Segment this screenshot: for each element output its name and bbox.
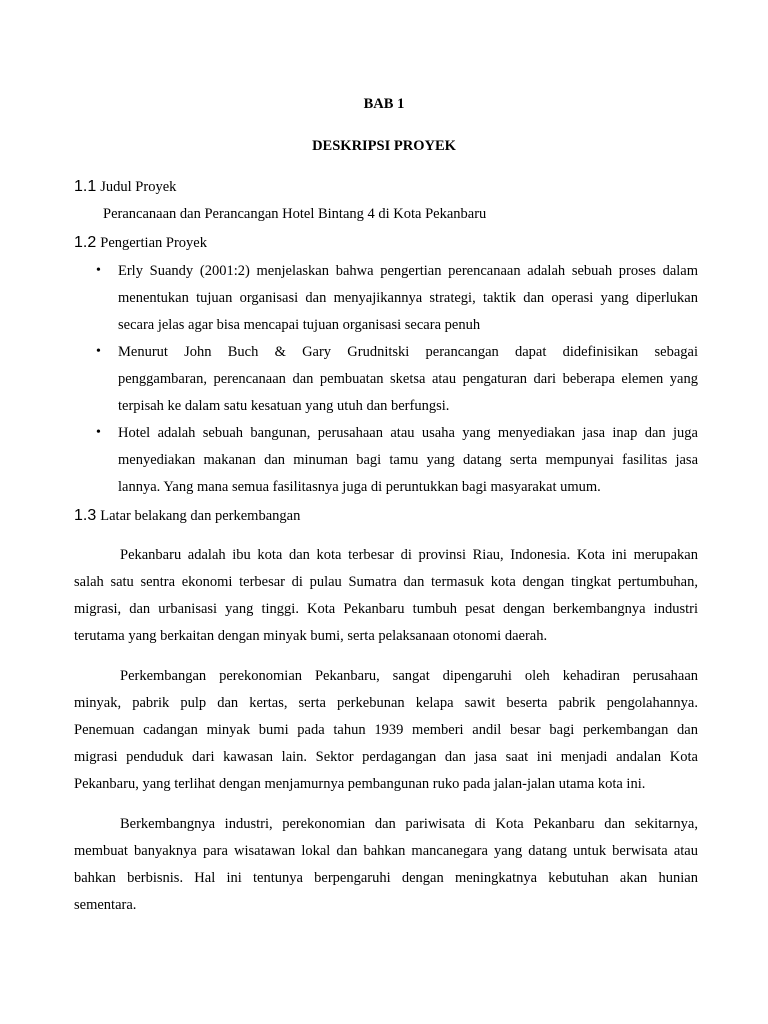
paragraph-line: bahkan berbisnis. Hal ini tentunya berpengaruhi dengan meningkatnya kebutuhan akan hunian (74, 870, 698, 886)
section-number: 1.2 (74, 234, 97, 251)
paragraph-line: Berkembangnya industri, perekonomian dan pariwisata di Kota Pekanbaru dan sekitarnya, (120, 816, 698, 832)
bullet-icon: • (96, 425, 101, 440)
paragraph-line: Penemuan cadangan minyak bumi pada tahun 1939 memberi andil besar bagi perkembangan dan (74, 722, 698, 738)
bullet-line: lannya. Yang mana semua fasilitasnya juga di peruntukkan bagi masyarakat umum. (118, 479, 601, 495)
bullet-line: Hotel adalah sebuah bangunan, perusahaan atau usaha yang menyediakan jasa inap dan juga (118, 425, 698, 441)
section-heading-1-1 (74, 178, 176, 196)
paragraph-line: migrasi penduduk dari kawasan lain. Sektor perdagangan dan jasa saat ini menjadi andalan Kota (74, 749, 698, 765)
section-number: 1.3 (74, 507, 97, 524)
paragraph-line: Perkembangan perekonomian Pekanbaru, sangat dipengaruhi oleh kehadiran perusahaan (120, 668, 698, 684)
chapter-heading: BAB 1 (363, 96, 405, 112)
bullet-line: penggambaran, perencanaan dan pembuatan sketsa atau pengaturan dari beberapa elemen yang (118, 371, 698, 387)
paragraph-line: Pekanbaru, yang terlihat dengan menjamurnya pembangunan ruko pada jalan-jalan utama kota ini. (74, 776, 646, 792)
section-heading-1-3 (74, 507, 300, 525)
section-number: 1.1 (74, 178, 97, 195)
paragraph-line: salah satu sentra ekonomi terbesar di pulau Sumatra dan termasuk kota dengan tingkat pertumbuhan, (74, 574, 698, 590)
bullet-line: Menurut John Buch & Gary Grudnitski perancangan dapat didefinisikan sebagai (118, 344, 698, 360)
paragraph-line: Pekanbaru adalah ibu kota dan kota terbesar di provinsi Riau, Indonesia. Kota ini merupakan (120, 547, 698, 563)
bullet-line: menentukan tujuan organisasi dan menyajikannya strategi, taktik dan operasi yang diperlukan (118, 290, 698, 306)
bullet-icon: • (96, 263, 101, 278)
paragraph-line: migrasi, dan urbanisasi yang tinggi. Kota Pekanbaru tumbuh pesat dengan berkembangnya industri (74, 601, 698, 617)
section-heading-1-2 (74, 234, 207, 252)
section-title: Latar belakang dan perkembangan (100, 508, 301, 524)
chapter-title: DESKRIPSI PROYEK (312, 138, 456, 154)
bullet-icon: • (96, 344, 101, 359)
bullet-line: Erly Suandy (2001:2) menjelaskan bahwa pengertian perencanaan adalah sebuah proses dalam (118, 263, 698, 279)
bullet-line: menyediakan makanan dan minuman bagi tamu yang datang serta mempunyai fasilitas jasa (118, 452, 698, 468)
paragraph-line: terutama yang berkaitan dengan minyak bumi, serta pelaksanaan otonomi daerah. (74, 628, 548, 644)
paragraph-line: minyak, pabrik pulp dan kertas, serta perkebunan kelapa sawit beserta pabrik pengolahannya. (74, 695, 698, 711)
section-title: Pengertian Proyek (100, 235, 207, 251)
paragraph-line: sementara. (74, 897, 137, 913)
paragraph-line: membuat banyaknya para wisatawan lokal dan bahkan mancanegara yang datang untuk berwisata atau (74, 843, 698, 859)
section-title: Judul Proyek (100, 179, 177, 195)
bullet-line: terpisah ke dalam satu kesatuan yang utuh dan berfungsi. (118, 398, 450, 414)
bullet-line: secara jelas agar bisa mencapai tujuan organisasi secara penuh (118, 317, 481, 333)
project-title: Perancanaan dan Perancangan Hotel Bintang 4 di Kota Pekanbaru (103, 206, 487, 222)
